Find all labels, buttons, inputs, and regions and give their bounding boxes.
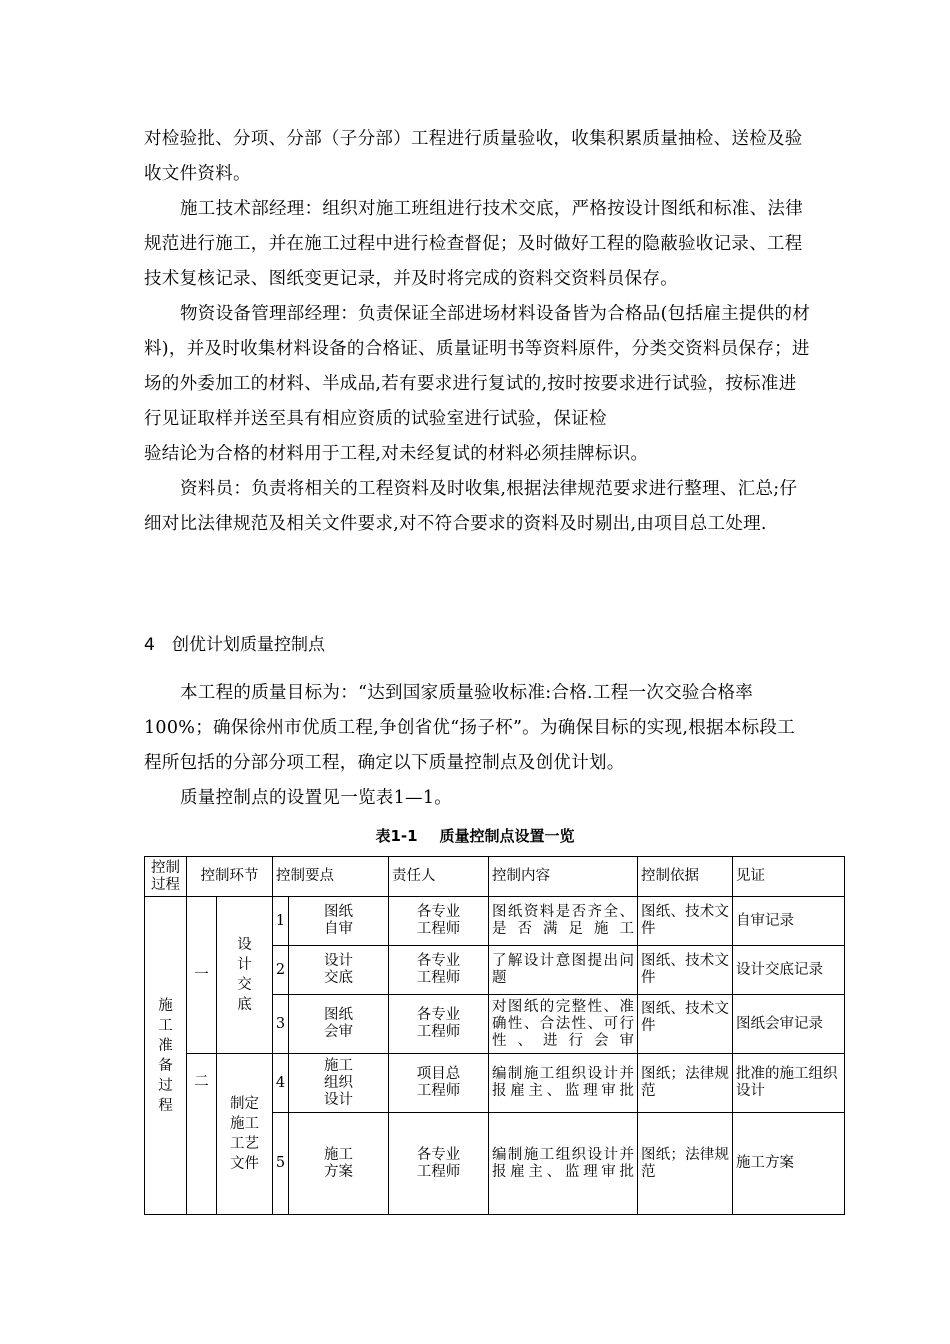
paragraph: 施工技术部经理：组织对施工班组进行技术交底，严格按设计图纸和标准、法律规范进行施工，并在施工过程中进行检查督促；及时做好工程的隐蔽验收记录、工程技术复核记录、图纸变更记录，并及时将完成的资料交资料员保存。 bbox=[144, 199, 803, 289]
paragraph: 对检验批、分项、分部（子分部）工程进行质量验收，收集积累质量抽检、送检及验收文件资料。 bbox=[144, 129, 803, 184]
control-point: 施工组织设计 bbox=[289, 1054, 389, 1113]
section-heading bbox=[144, 630, 325, 655]
header-link: 控制环节 bbox=[187, 857, 273, 897]
table-header-row bbox=[145, 857, 845, 897]
table-caption-title: 质量控制点设置一览 bbox=[439, 827, 575, 845]
control-content: 图纸资料是否齐全、是否满足施工 bbox=[489, 897, 638, 946]
control-content: 了解设计意图提出问题 bbox=[489, 946, 638, 995]
row-index: 3 bbox=[273, 995, 289, 1054]
section-title: 创优计划质量控制点 bbox=[172, 635, 325, 655]
header-content: 控制内容 bbox=[489, 857, 638, 897]
evidence: 设计交底记录 bbox=[733, 946, 845, 995]
table-caption-number: 表1-1 bbox=[375, 827, 418, 845]
process-cell: 施工准备过程 bbox=[145, 897, 187, 1215]
group-name: 设计交底 bbox=[217, 897, 273, 1054]
control-point: 图纸自审 bbox=[289, 897, 389, 946]
control-basis: 图纸、技术文件 bbox=[638, 995, 733, 1054]
responsible-person: 各专业工程师 bbox=[389, 946, 489, 995]
control-basis: 图纸、技术文件 bbox=[638, 946, 733, 995]
row-index: 4 bbox=[273, 1054, 289, 1113]
header-point: 控制要点 bbox=[273, 857, 389, 897]
control-basis: 图纸；法律规范 bbox=[638, 1054, 733, 1113]
control-content: 对图纸的完整性、准确性、合法性、可行性、进行会审 bbox=[489, 995, 638, 1054]
control-content: 编制施工组织设计并报雇主、监理审批 bbox=[489, 1113, 638, 1215]
group-name: 制定施工工艺文件 bbox=[217, 1054, 273, 1215]
header-basis: 控制依据 bbox=[638, 857, 733, 897]
paragraph: 质量控制点的设置见一览表1—1。 bbox=[180, 788, 453, 808]
body-text-bottom bbox=[144, 676, 812, 816]
responsible-person: 各专业工程师 bbox=[389, 1113, 489, 1215]
header-process: 控制过程 bbox=[145, 857, 187, 897]
header-evidence: 见证 bbox=[733, 857, 845, 897]
control-point: 施工方案 bbox=[289, 1113, 389, 1215]
evidence: 自审记录 bbox=[733, 897, 845, 946]
control-basis: 图纸、技术文件 bbox=[638, 897, 733, 946]
group-number: 二 bbox=[187, 1054, 217, 1215]
paragraph: 资料员：负责将相关的工程资料及时收集,根据法律规范要求进行整理、汇总;仔细对比法律规范及相关文件要求,对不符合要求的资料及时剔出,由项目总工处理. bbox=[144, 479, 798, 534]
evidence: 图纸会审记录 bbox=[733, 995, 845, 1054]
control-point: 设计交底 bbox=[289, 946, 389, 995]
section-number: 4 bbox=[144, 635, 155, 655]
row-index: 5 bbox=[273, 1113, 289, 1215]
header-person: 责任人 bbox=[389, 857, 489, 897]
table-row bbox=[145, 1054, 845, 1113]
body-text-top bbox=[144, 122, 812, 542]
responsible-person: 项目总工程师 bbox=[389, 1054, 489, 1113]
responsible-person: 各专业工程师 bbox=[389, 897, 489, 946]
control-basis: 图纸；法律规范 bbox=[638, 1113, 733, 1215]
quality-control-table bbox=[144, 856, 845, 1215]
table-row bbox=[145, 897, 845, 946]
paragraph: 物资设备管理部经理：负责保证全部进场材料设备皆为合格品(包括雇主提供的材料)，并及时收集材料设备的合格证、质量证明书等资料原件，分类交资料员保存；进场的外委加工的材料、半成品,若有要求进行复试的,按时按要求进行试验，按标准进行见证取样并送至具有相应资质的试验室进行试验，保证检 bbox=[144, 304, 811, 429]
responsible-person: 各专业工程师 bbox=[389, 995, 489, 1054]
evidence: 施工方案 bbox=[733, 1113, 845, 1215]
row-index: 1 bbox=[273, 897, 289, 946]
row-index: 2 bbox=[273, 946, 289, 995]
paragraph: 本工程的质量目标为：“达到国家质量验收标准:合格.工程一次交验合格率100%；确保徐州市优质工程,争创省优“扬子杯”。为确保目标的实现,根据本标段工程所包括的分部分项工程，确定以下质量控制点及创优计划。 bbox=[144, 683, 796, 773]
evidence: 批准的施工组织设计 bbox=[733, 1054, 845, 1113]
paragraph: 验结论为合格的材料用于工程,对未经复试的材料必须挂牌标识。 bbox=[144, 444, 649, 464]
group-number: 一 bbox=[187, 897, 217, 1054]
control-content: 编制施工组织设计并报雇主、监理审批 bbox=[489, 1054, 638, 1113]
control-point: 图纸会审 bbox=[289, 995, 389, 1054]
table-caption bbox=[0, 825, 950, 846]
